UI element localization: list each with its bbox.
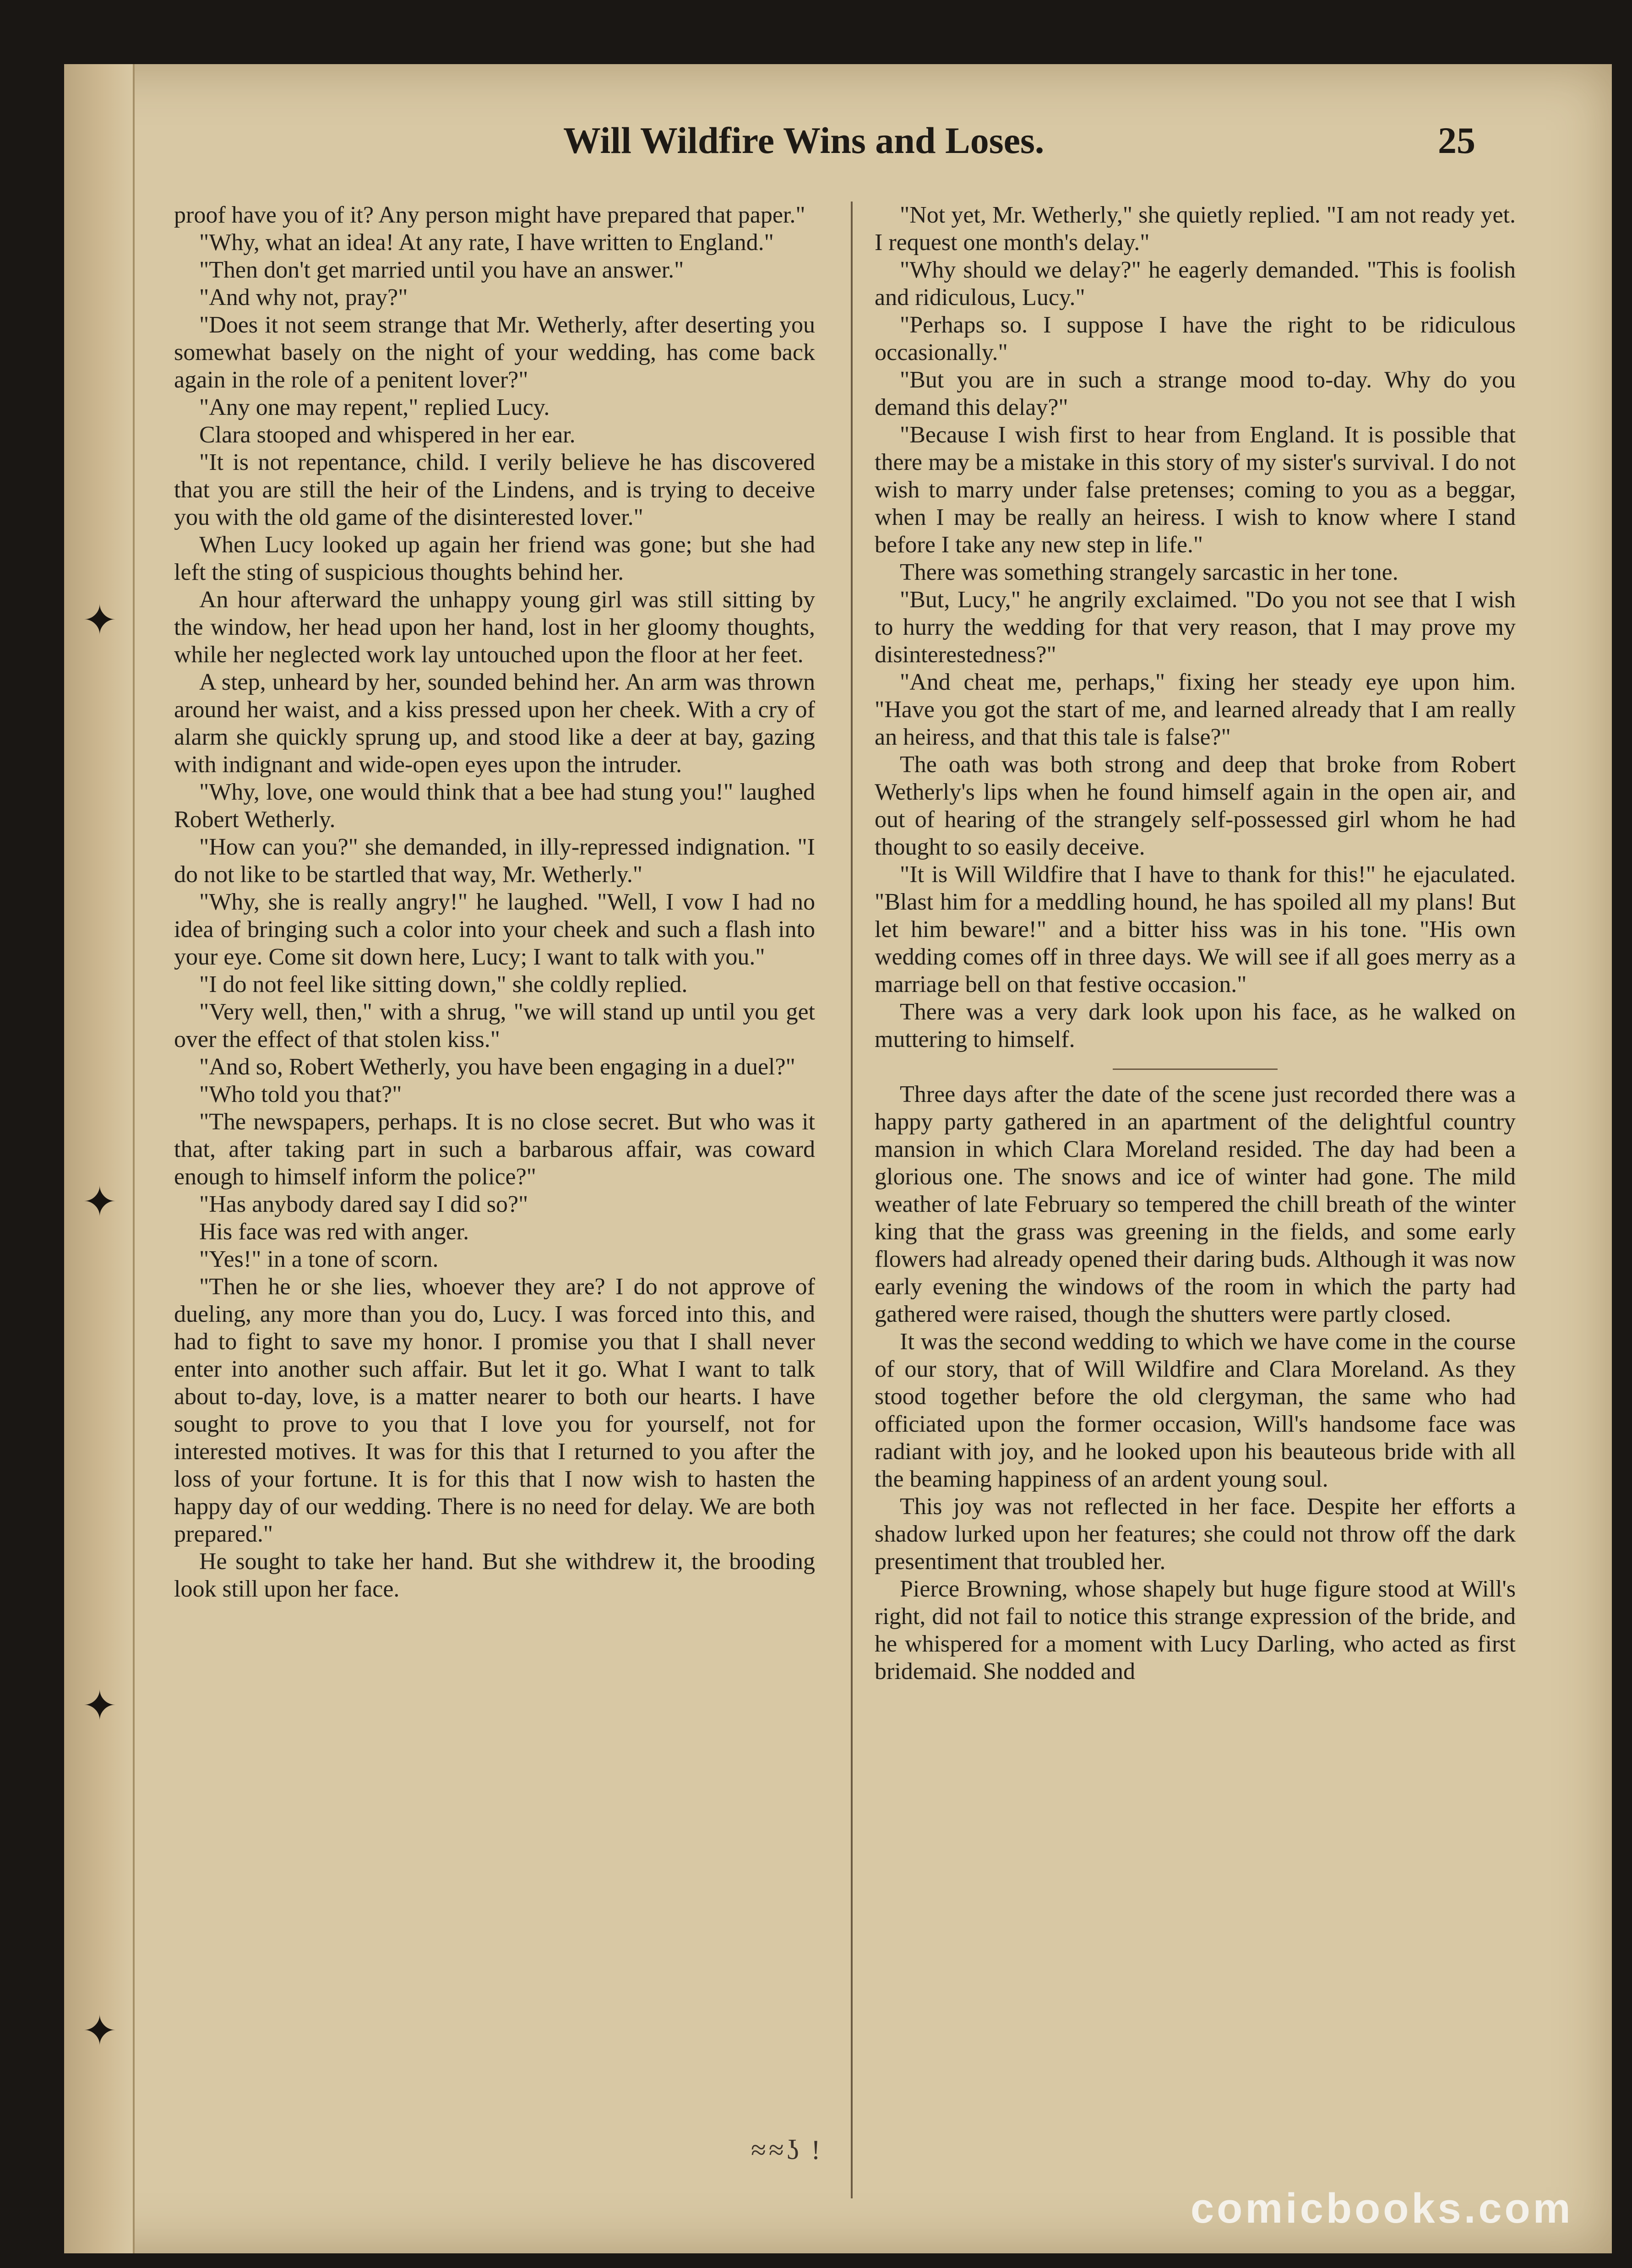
page-binding [64,64,135,2253]
paragraph: When Lucy looked up again her friend was gone; but she had left the sting of suspicious thoughts behind her. [174,532,815,585]
paragraph: "It is Will Wildfire that I have to thank for this!" he ejaculated. "Blast him for a meddling hound, he has spoiled all my plans! But let him beware!" and a bitter hiss was in his tone. "His own wedding comes off in three days. We will see if all goes merry as a marriage bell on that festive occasion." [875,861,1516,998]
paragraph: Three days after the date of the scene just recorded there was a happy party gathered in an apartment of the delightful country mansion in which Clara Moreland resided. The day had been a glorious one. The snows and ice of winter had gone. The mild weather of late February so tempered the chill breath of the winter king that the grass was greening in the fields, and some early flowers had already opened their daring buds. Although it was now early evening the windows of the room in which the party had gathered were raised, though the shutters were partly closed. [875,1081,1516,1327]
paragraph: A step, unheard by her, sounded behind her. An arm was thrown around her waist, and a kiss pressed upon her cheek. With a cry of alarm she quickly sprung up, and stood like a deer at bay, gazing with indignant and wide-open eyes upon the intruder. [174,669,815,778]
column-rule [851,202,853,2198]
paragraph: "Why, she is really angry!" he laughed. "Well, I vow I had no idea of bringing such a color into your cheek and such a flash into your eye. Come sit down here, Lucy; I want to talk with you." [174,889,815,970]
binding-stitch-icon: ✦ [82,1682,117,1730]
paragraph: "Then he or she lies, whoever they are? I do not approve of dueling, any more than you do, Lucy. I was forced into this, and had to fight to save my honor. I promise you that I shall never enter into another such affair. But let it go. What I want to talk about to-day, love, is a matter nearer to both our hearts. I have sought to prove to you that I love you for yourself, not for interested motives. It was for this that I returned to you after the loss of your fortune. It is for this that I now wish to hasten the happy day of our wedding. There is no need for delay. We are both prepared." [174,1274,815,1547]
paragraph: "But you are in such a strange mood to-day. Why do you demand this delay?" [875,367,1516,420]
paragraph: "Then don't get married until you have an answer." [199,257,684,283]
paragraph: "Perhaps so. I suppose I have the right to be ridiculous occasionally." [875,312,1516,365]
left-column [174,202,815,2189]
paragraph: "I do not feel like sitting down," she coldly replied. [199,971,688,998]
paragraph: "And so, Robert Wetherly, you have been engaging in a duel?" [199,1054,795,1080]
paragraph: "Why, what an idea! At any rate, I have written to England." [199,229,774,256]
paragraph: He sought to take her hand. But she withdrew it, the brooding look still upon her face. [174,1548,815,1602]
paragraph: There was something strangely sarcastic in her tone. [900,559,1398,585]
paragraph: "Yes!" in a tone of scorn. [199,1246,439,1272]
watermark: comicbooks.com [1191,2185,1573,2232]
paragraph: There was a very dark look upon his face, as he walked on muttering to himself. [875,999,1516,1052]
magazine-page [64,64,1612,2253]
binding-stitch-icon: ✦ [82,2007,117,2055]
print-smudge: ≈≈ʖ ! [751,2135,823,2165]
page-header [64,119,1612,183]
paragraph: "Why, love, one would think that a bee had stung you!" laughed Robert Wetherly. [174,779,815,833]
paragraph: "Not yet, Mr. Wetherly," she quietly replied. "I am not ready yet. I request one month's delay." [875,202,1516,256]
paragraph: "But, Lucy," he angrily exclaimed. "Do you not see that I wish to hurry the wedding for that very reason, that I may prove my disinterestedness?" [875,587,1516,668]
paragraph: "Who told you that?" [199,1081,402,1107]
paragraph: This joy was not reflected in her face. Despite her efforts a shadow lurked upon her features; she could not throw off the dark presentiment that troubled her. [875,1494,1516,1575]
paragraph: Pierce Browning, whose shapely but huge figure stood at Will's right, did not fail to notice this strange expression of the bride, and he whispered for a moment with Lucy Darling, who acted as first bridemaid. She nodded and [875,1576,1516,1685]
paragraph: "And why not, pray?" [199,284,408,311]
paragraph: "Has anybody dared say I did so?" [199,1191,528,1217]
page-number: 25 [1438,120,1475,161]
paragraph: Clara stooped and whispered in her ear. [199,422,576,448]
section-divider [875,1053,1516,1081]
paragraph: "Does it not seem strange that Mr. Wetherly, after deserting you somewhat basely on the night of your wedding, has come back again in the role of a penitent lover?" [174,312,815,393]
paragraph: It was the second wedding to which we have come in the course of our story, that of Will Wildfire and Clara Moreland. As they stood together before the old clergyman, the same who had officiated upon the former occasion, Will's handsome face was radiant with joy, and he looked upon his beauteous bride with all the beaming happiness of an ardent young soul. [875,1329,1516,1492]
paragraph: "Any one may repent," replied Lucy. [199,394,550,420]
paragraph: "How can you?" she demanded, in illy-repressed indignation. "I do not like to be startled that way, Mr. Wetherly." [174,834,815,888]
paragraph: "Why should we delay?" he eagerly demanded. "This is foolish and ridiculous, Lucy." [875,257,1516,311]
paragraph: An hour afterward the unhappy young girl was still sitting by the window, her head upon her hand, lost in her gloomy thoughts, while her neglected work lay untouched upon the floor at her feet. [174,587,815,668]
paragraph: The oath was both strong and deep that broke from Robert Wetherly's lips when he found himself again in the open air, and out of hearing of the strangely self-possessed girl whom he had thought to so easily deceive. [875,752,1516,860]
paragraph: "And cheat me, perhaps," fixing her steady eye upon him. "Have you got the start of me, and learned already that I am really an heiress, and that this tale is false?" [875,669,1516,750]
binding-stitch-icon: ✦ [82,1178,117,1226]
paragraph: His face was red with anger. [199,1219,469,1245]
paragraph: "Because I wish first to hear from England. It is possible that there may be a mistake in this story of my sister's survival. I do not wish to marry under false pretenses; coming to you as a beggar, when I may be really an heiress. I wish to know where I stand before I take any new step in life." [875,422,1516,558]
paragraph: "Very well, then," with a shrug, "we will stand up until you get over the effect of that stolen kiss." [174,999,815,1052]
running-title: Will Wildfire Wins and Loses. [563,120,1044,161]
binding-stitch-icon: ✦ [82,596,117,644]
paragraph: "The newspapers, perhaps. It is no close secret. But who was it that, after taking part in such a barbarous affair, was coward enough to himself inform the police?" [174,1109,815,1190]
paragraph: proof have you of it? Any person might have prepared that paper." [174,202,805,228]
right-column [875,202,1516,2189]
paragraph: "It is not repentance, child. I verily believe he has discovered that you are still the heir of the Lindens, and is trying to deceive you with the old game of the disinterested lover." [174,449,815,530]
